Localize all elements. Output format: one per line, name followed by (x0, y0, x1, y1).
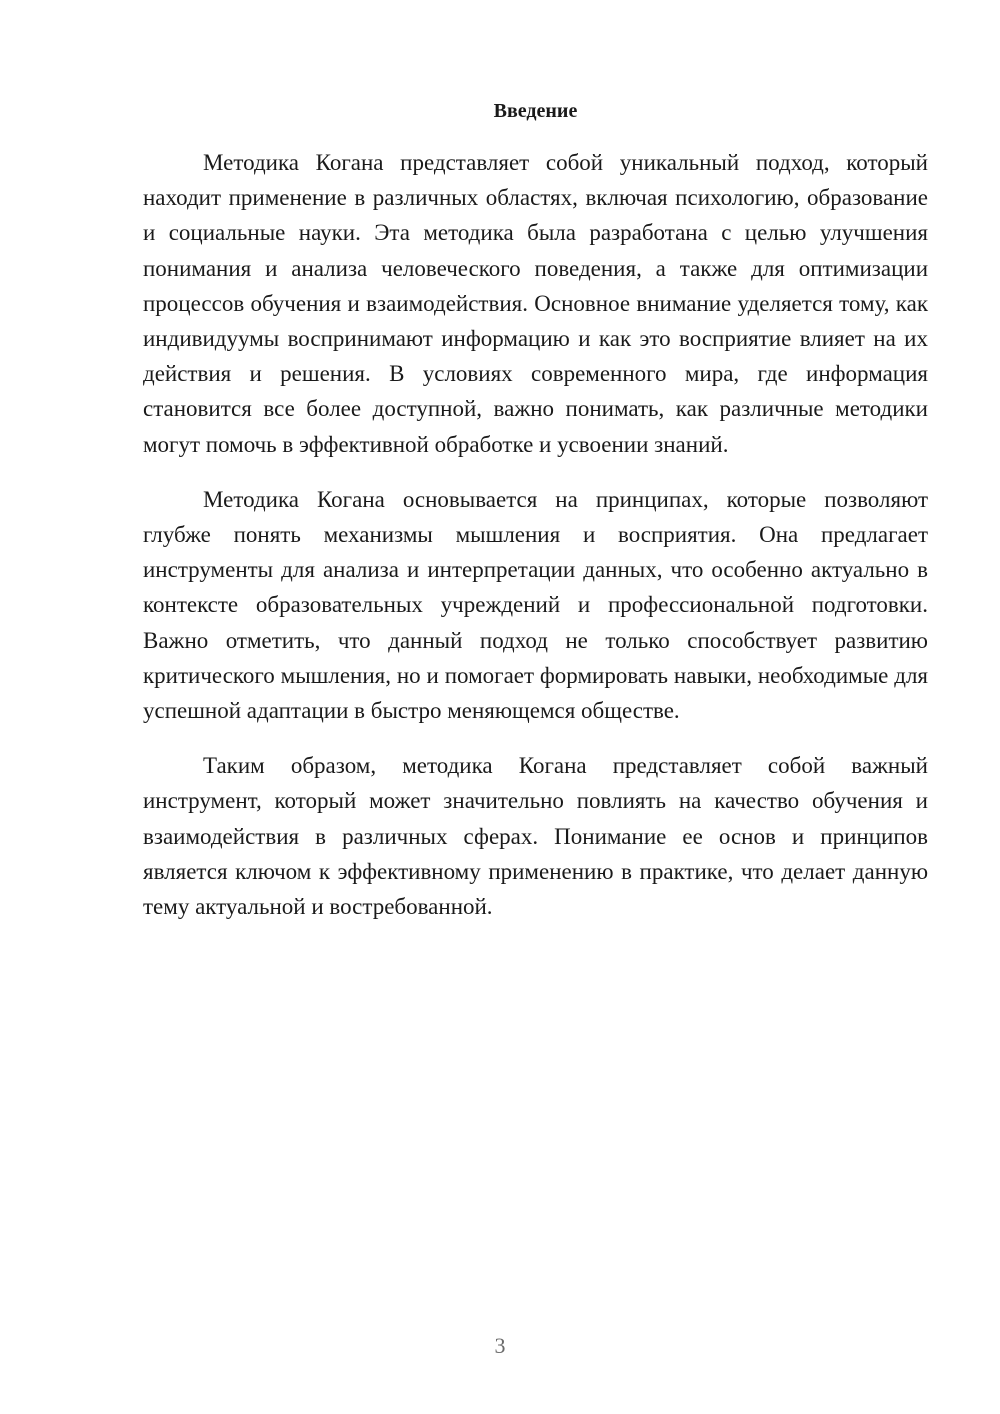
page-content (143, 97, 928, 944)
page-number: 3 (494, 1333, 506, 1358)
section-heading: Введение (493, 100, 578, 122)
paragraph-1: Методика Когана представляет собой уникальный подход, который находит применение в различных областях, включая психологию, образование и социальные науки. Эта методика была разработана с целью улучшения понимания и анализа человеческого поведения, а также для оптимизации процессов обучения и взаимодействия. Основное внимание уделяется тому, как индивидуумы воспринимают информацию и как это восприятие влияет на их действия и решения. В условиях современного мира, где информация становится все более доступной, важно понимать, как различные методики могут помочь в эффективной обработке и усвоении знаний. (143, 150, 928, 457)
paragraph-3: Таким образом, методика Когана представляет собой важный инструмент, который может значительно повлиять на качество обучения и взаимодействия в различных сферах. Понимание ее основ и принципов является ключом к эффективному применению в практике, что делает данную тему актуальной и востребованной. (143, 753, 928, 920)
paragraph-2: Методика Когана основывается на принципах, которые позволяют глубже понять механизмы мышления и восприятия. Она предлагает инструменты для анализа и интерпретации данных, что особенно актуально в контексте образовательных учреждений и профессиональной подготовки. Важно отметить, что данный подход не только способствует развитию критического мышления, но и помогает формировать навыки, необходимые для успешной адаптации в быстро меняющемся обществе. (143, 486, 928, 724)
